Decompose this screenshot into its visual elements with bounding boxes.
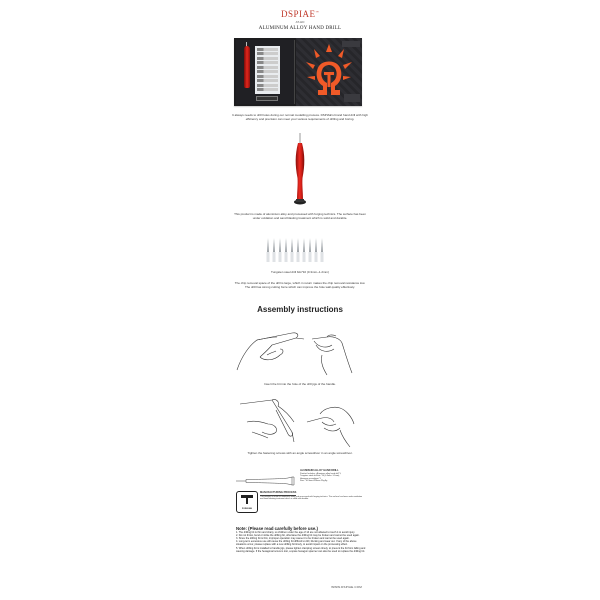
drill-bits-image [260,238,340,266]
drill-handle-icon [244,46,250,88]
model-number: AT-HD [295,20,305,24]
packaging-lid [296,38,362,106]
hammer-anvil-icon [240,494,254,504]
hand-drill-image [232,130,368,210]
spec-title: ALUMINUM ALLOY HAND DRILL [300,469,339,472]
brand-name: DSPIAE [281,9,316,19]
forging-label: FORGING [241,508,253,510]
notes-title: Note: (Please read carefully before use.) [236,526,318,531]
assembly-step-1-illustration [232,325,368,380]
trademark: ™ [315,10,319,14]
note-item: 4. Long-term excessive use will cause the drilling bit difficult to drill, blunting and wear out. If any of the above situations occur, please replace with a new drilling bit timely, to avoid impact on the processing effect. [236,540,357,547]
usage-notes [236,527,366,553]
spec-text [300,470,366,483]
note-item: 3. Since the drilling bit is thin, improper operation may cause it to be broken and cannot be used again. [236,537,350,541]
lid-spec-label [344,94,360,102]
intro-text: It always needs to drill holes during our normal modelling process. DSPIAE's brand hand drill with high efficiency and precision can meet your various requirements of drilling and boring. [232,113,368,122]
spec-line: Hexagon screwdriver*1 [300,477,321,480]
step-1-caption: Insert the bit into the hole of the drill jigs of the handle. [264,382,336,386]
lid-label [342,41,360,47]
bit-tray [255,46,280,94]
manufacturing-process [260,492,366,501]
bits-caption: Tungsten steel drill bits*10 (0.3mm~1.2mm) [271,270,329,274]
product-page [232,0,368,600]
spec-line: Size : 16.3mm Ø26mm Pkg.8g [300,480,328,483]
packaging-inner-tray [236,40,295,104]
brand-logo [232,9,368,19]
note-item: 1. The drilling bit is thin and sharp, so children under the age of 14 are not allowed to touch it to avoid injury. [236,531,356,535]
material-text: This product is made of aluminium alloy and processed with forging technics. The surface has been under oxidation and sand blasting treatment which is solid and durable. [234,212,366,221]
drill-outline-icon [236,476,300,486]
forging-badge [236,491,258,513]
manufacturing-text: This product is made of aluminium alloy and processed with forging technics. The surface has been under oxidation and sand blasting treatment which is solid and durable. [260,495,363,501]
chip-removal-text: The chip removal space of the drill is large, which in return makes the chip removal resistance low. The drill has strong cutting force which can improve the hole wall quality effectively. [234,281,366,290]
assembly-step-2-illustration [232,392,368,450]
note-item: 5. When drilling bit is installed to handle jigs, please tighten clamping screws timely, to prevent the bit from falling and causing damage. If the hexagonal screw is lost, a spare hexagon spanner can also be used to replace the drilling bit. [236,546,366,553]
spec-line: Product Includes : Aluminum alloy hand drill*1, [300,472,342,475]
assembly-heading: Assembly instructions [257,305,343,314]
spec-line: Tungsten steel drill bits *10 (0.3mm~1.2mm), [300,475,340,478]
step-2-caption: Tighten the fastening screws with an angle screwdriver in an angle screwdriver. [247,451,353,455]
product-packaging-image [234,38,362,106]
packaging-sticker [256,96,278,101]
note-item: 2. Do not throw, bend or strike the drilling bit, otherwise the drilling bit may be broken and cannot be used again. [236,534,360,538]
product-spec [232,470,368,490]
website-url: WWW.DSPIAE.COM [331,585,362,589]
product-title: ALUMINUM ALLOY HAND DRILL [258,26,342,31]
manufacturing-title: MANUFACTURING PROCESS [260,491,297,494]
